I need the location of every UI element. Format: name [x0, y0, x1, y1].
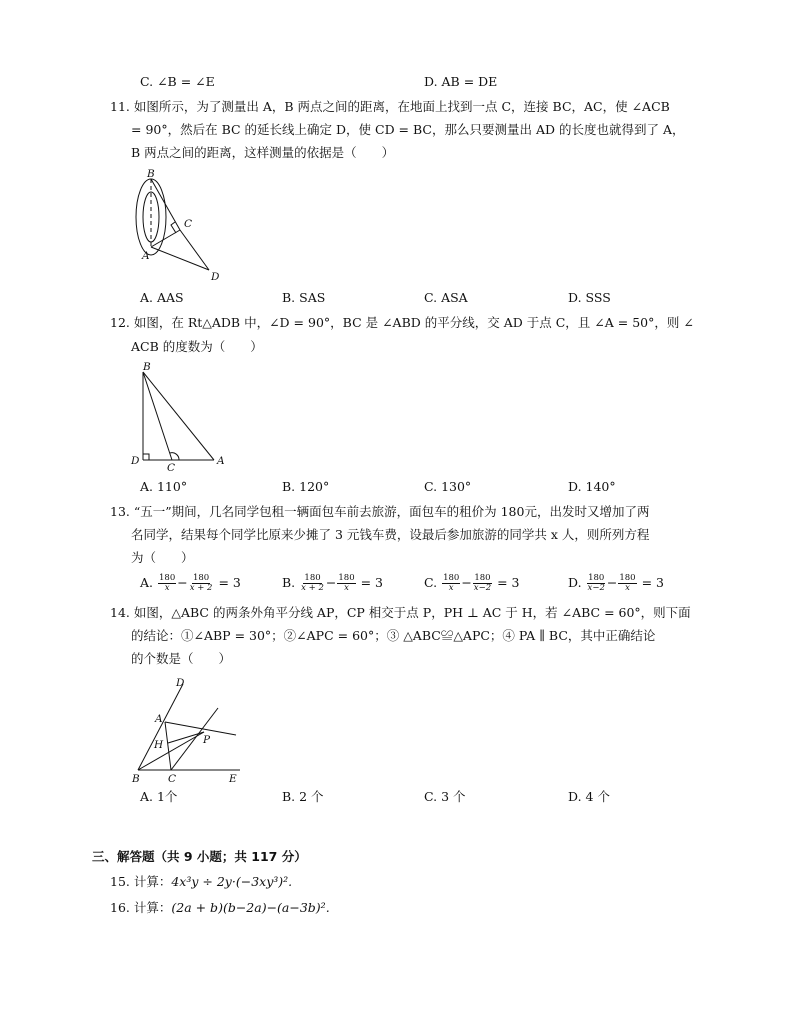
q16-line: [110, 900, 330, 916]
q12-label-b: B: [143, 361, 151, 373]
q11-option-a: A. AAS: [140, 290, 184, 305]
q14-option-c: C. 3 个: [424, 789, 466, 804]
q14-label-b: B: [132, 773, 140, 785]
section-3-title: 三、解答题（共 9 小题；共 117 分）: [92, 849, 307, 864]
q15-expression: 4x³y ÷ 2y·(−3xy³)².: [171, 874, 293, 889]
q14-label-a: A: [155, 713, 163, 725]
q11-option-c: C. ASA: [424, 290, 468, 305]
q13-text-line3: 为（ ）: [131, 550, 194, 565]
q11-label-d: D: [211, 271, 220, 283]
q12-option-a: A. 110°: [140, 479, 188, 494]
q11-text-line2: = 90°，然后在 BC 的延长线上确定 D，使 CD = BC，那么只要测量出 AD 的长度也就得到了 A，: [131, 122, 685, 137]
q14-option-b: B. 2 个: [282, 789, 324, 804]
q12-segment-bc: [143, 372, 172, 460]
q14-label-h: H: [154, 739, 164, 751]
q12-option-c: C. 130°: [424, 479, 472, 494]
q14-segment-ac: [165, 722, 171, 770]
q12-figure: [128, 358, 238, 472]
q11-right-angle-mark: [171, 222, 176, 233]
q12-segment-ba: [143, 372, 214, 460]
q11-figure: [125, 165, 235, 285]
q12-option-b: B. 120°: [282, 479, 330, 494]
q10-option-d: D. AB = DE: [424, 74, 498, 89]
q11-label-a: A: [142, 250, 150, 262]
q11-label-c: C: [184, 218, 193, 230]
q15-line: [110, 874, 292, 890]
q13-option-b: B. $\frac{180}{x + 2}$ − $\frac{180}{x}$ = 3: [282, 573, 383, 593]
q12-text-line1: 12. 如图，在 Rt△ADB 中，∠D = 90°，BC 是 ∠ABD 的平分线，交 AD 于点 C，且 ∠A = 50°，则 ∠: [110, 315, 694, 330]
q11-text-line1: 11. 如图所示，为了测量出 A，B 两点之间的距离，在地面上找到一点 C，连接 BC，AC，使 ∠ACB: [110, 99, 670, 114]
q14-segment-cp-ext: [171, 708, 218, 770]
q12-label-c: C: [167, 462, 176, 472]
q14-label-c: C: [168, 773, 177, 785]
q11-label-b: B: [147, 168, 155, 180]
q14-text-line3: 的个数是（ ）: [131, 651, 232, 666]
q15-prefix: 15. 计算：: [110, 874, 172, 889]
q13-text-line2: 名同学，结果每个同学比原来少摊了 3 元钱车费，设最后参加旅游的同学共 x 人，则所列方程: [131, 527, 650, 542]
q10-option-c: C. ∠B = ∠E: [140, 74, 215, 89]
q13-text-line1: 13. “五一”期间，几名同学包租一辆面包车前去旅游，面包车的租价为 180元，出发时又增加了两: [110, 504, 650, 519]
q14-label-p: P: [203, 734, 211, 746]
q12-label-d: D: [131, 455, 140, 467]
q14-text-line2: 的结论：①∠ABP = 30°；②∠APC = 60°；③ △ABC≌△APC；④ PA ∥ BC，其中正确结论: [131, 628, 656, 643]
q12-text-line2: ACB 的度数为（ ）: [131, 339, 263, 354]
q13-option-a: A. $\frac{180}{x}$ − $\frac{180}{x + 2}$ = 3: [140, 573, 241, 593]
q14-text-line1: 14. 如图，△ABC 的两条外角平分线 AP，CP 相交于点 P，PH ⊥ AC 于 H，若 ∠ABC = 60°，则下面: [110, 605, 691, 620]
q13-option-c: C. $\frac{180}{x}$ − $\frac{180}{x-2}$ = 3: [424, 573, 520, 593]
q12-right-angle-mark: [143, 454, 149, 460]
q14-figure: [128, 672, 250, 787]
q16-prefix: 16. 计算：: [110, 900, 172, 915]
q13-option-d: D. $\frac{180}{x-2}$ − $\frac{180}{x}$ = 3: [568, 573, 664, 593]
q12-label-a: A: [217, 455, 225, 467]
q14-option-d: D. 4 个: [568, 789, 610, 804]
q16-expression: (2a + b)(b−2a)−(a−3b)².: [171, 900, 330, 915]
q14-label-e: E: [229, 773, 237, 785]
q14-label-d: D: [176, 677, 185, 689]
q14-segment-ph: [168, 732, 204, 743]
q11-option-b: B. SAS: [282, 290, 326, 305]
q12-option-d: D. 140°: [568, 479, 616, 494]
q11-option-d: D. SSS: [568, 290, 611, 305]
q14-option-a: A. 1个: [140, 789, 178, 804]
q11-text-line3: B 两点之间的距离，这样测量的依据是（ ）: [131, 145, 395, 160]
